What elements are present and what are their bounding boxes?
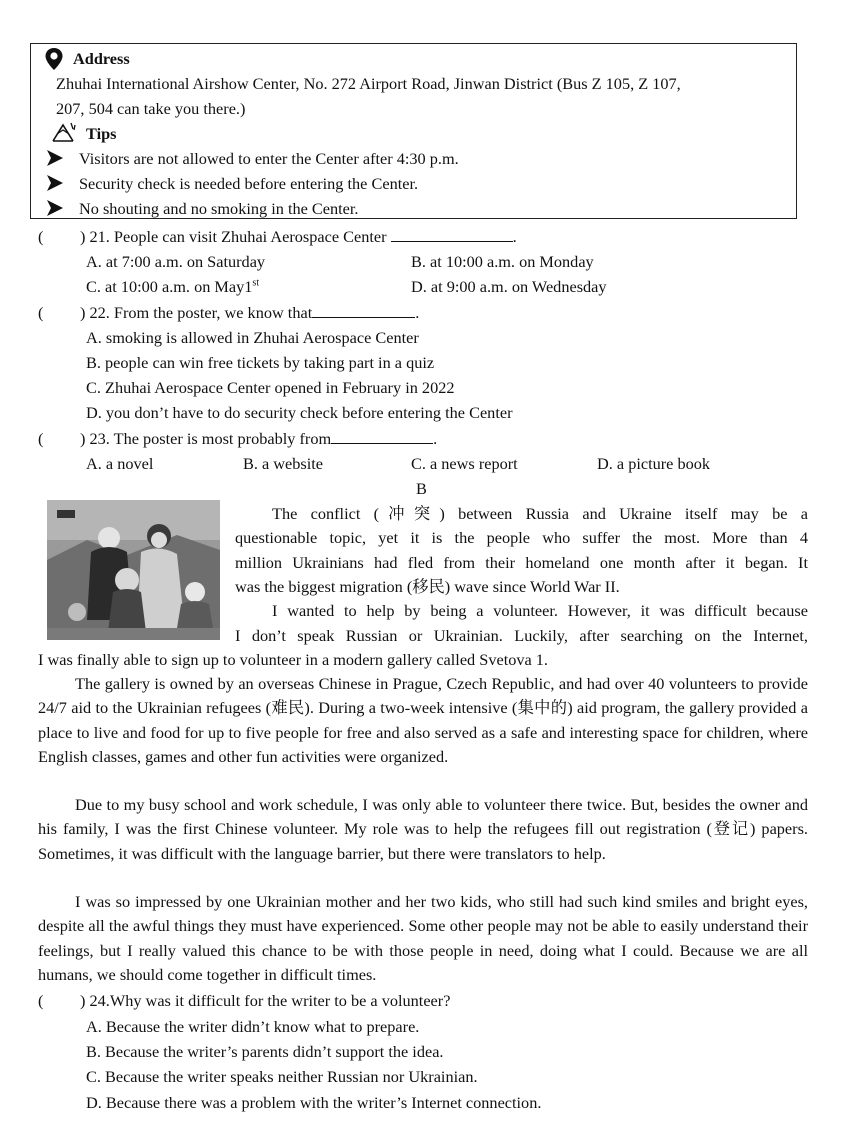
question-24-stem: ) 24.Why was it difficult for the writer to be a volunteer? xyxy=(80,991,451,1010)
answer-paren: ( xyxy=(38,227,44,246)
passage-line: The conflict (冲突) between Russia and Ukraine itself may be a xyxy=(272,504,808,523)
address-heading: Address xyxy=(73,49,130,68)
option-a: A. at 7:00 a.m. on Saturday xyxy=(86,252,266,271)
passage-paragraph: Due to my busy school and work schedule, I was only able to volunteer there twice. But, besides the owner and his family, I was the first Chinese volunteer. My role was to help the refugees fill out registration (登记) papers. Sometimes, it was difficult with the language barrier, but there were translators to help. xyxy=(38,795,808,863)
option-c: C. Zhuhai Aerospace Center opened in February in 2022 xyxy=(86,378,455,397)
option-d: D. Because there was a problem with the writer’s Internet connection. xyxy=(86,1093,542,1112)
arrow-bullet-icon xyxy=(46,149,64,167)
superscript: st xyxy=(252,277,260,289)
punctuation: . xyxy=(512,227,517,246)
question-23-stem xyxy=(80,426,437,451)
answer-paren: ( xyxy=(38,303,44,322)
passage-line: I was finally able to sign up to volunteer in a modern gallery called Svetova 1. xyxy=(38,650,549,669)
passage-paragraph: The gallery is owned by an overseas Chinese in Prague, Czech Republic, and had over 40 volunteers to provide 24/7 aid to the Ukrainian refugees (难民). During a two-week intensive (集中的) aid program, the gallery provided a place to live and food for up to five people for free and also served as a safe and interesting space for children, where English classes, games and other fun activities were organized. xyxy=(38,674,808,766)
passage-line: was the biggest migration (移民) wave since World War II. xyxy=(235,577,620,596)
passage-line: I wanted to help by being a volunteer. However, it was difficult because xyxy=(272,601,808,620)
punctuation: . xyxy=(415,303,420,322)
punctuation: . xyxy=(433,429,438,448)
option-b: B. people can win free tickets by taking part in a quiz xyxy=(86,353,435,372)
tips-icon xyxy=(51,121,77,143)
question-stem-text: ) 22. From the poster, we know that xyxy=(80,303,313,322)
option-b: B. at 10:00 a.m. on Monday xyxy=(411,252,594,271)
option-c xyxy=(86,274,259,299)
tips-heading: Tips xyxy=(86,124,117,143)
option-a: A. a novel xyxy=(86,454,154,473)
section-label: B xyxy=(416,479,427,498)
question-21-stem xyxy=(80,224,517,249)
question-22-stem xyxy=(80,300,419,325)
option-c: C. Because the writer speaks neither Russian nor Ukrainian. xyxy=(86,1067,478,1086)
option-d: D. at 9:00 a.m. on Wednesday xyxy=(411,277,607,296)
answer-paren: ( xyxy=(38,429,44,448)
tip-item: Security check is needed before entering the Center. xyxy=(79,174,419,193)
passage-line: questionable topic, yet it is the people who suffer the most. More than 4 xyxy=(235,528,808,547)
question-stem-text: ) 21. People can visit Zhuhai Aerospace Center xyxy=(80,227,387,246)
arrow-bullet-icon xyxy=(46,174,64,192)
option-b: B. Because the writer’s parents didn’t support the idea. xyxy=(86,1042,444,1061)
option-c: C. a news report xyxy=(411,454,518,473)
option-a: A. smoking is allowed in Zhuhai Aerospace Center xyxy=(86,328,419,347)
tip-item: Visitors are not allowed to enter the Center after 4:30 p.m. xyxy=(79,149,459,168)
answer-blank xyxy=(331,429,433,444)
answer-blank xyxy=(312,303,415,318)
option-c-text: C. at 10:00 a.m. on May1 xyxy=(86,277,253,296)
arrow-bullet-icon xyxy=(46,199,64,217)
option-b: B. a website xyxy=(243,454,324,473)
address-line: 207, 504 can take you there.) xyxy=(56,99,246,118)
address-line: Zhuhai International Airshow Center, No. 272 Airport Road, Jinwan District (Bus Z 105, Z 107, xyxy=(56,74,681,93)
answer-paren: ( xyxy=(38,991,44,1010)
passage-line: million Ukrainians had fled from their homeland one month after it began. It xyxy=(235,553,808,572)
option-d: D. a picture book xyxy=(597,454,711,473)
tip-item: No shouting and no smoking in the Center. xyxy=(79,199,359,218)
question-stem-text: ) 23. The poster is most probably from xyxy=(80,429,332,448)
refugee-family-photo xyxy=(47,500,220,640)
passage-line: I don’t speak Russian or Ukrainian. Luckily, after searching on the Internet, xyxy=(235,626,808,645)
answer-blank xyxy=(391,227,513,242)
option-a: A. Because the writer didn’t know what to prepare. xyxy=(86,1017,420,1036)
passage-paragraph: I was so impressed by one Ukrainian mother and her two kids, who still had such kind smiles and bright eyes, despite all the awful things they must have experienced. Some other people may not be able to easily understand their feelings, but I really valued this chance to be with those people in need, doing what I could. Because we are all humans, we should come together in difficult times. xyxy=(38,892,808,984)
option-d: D. you don’t have to do security check before entering the Center xyxy=(86,403,513,422)
location-pin-icon xyxy=(44,47,64,71)
